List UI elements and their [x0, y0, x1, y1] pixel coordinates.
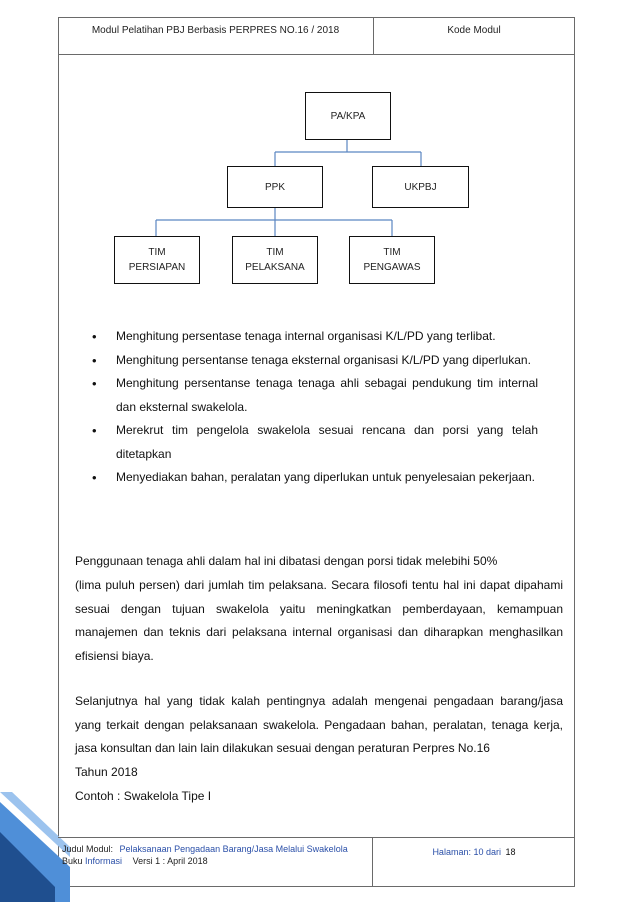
node-tim-pengawas — [349, 236, 435, 284]
footer-informasi: Informasi — [85, 856, 123, 866]
footer-page-current: 10 — [473, 847, 484, 857]
paragraph-3: Contoh : Swakelola Tipe I — [75, 789, 212, 803]
list-item: • Menghitung persentanse tenaga eksternal organisasi K/L/PD yang diperlukan. — [92, 349, 538, 373]
module-code-label: Kode Modul — [447, 25, 501, 36]
node-tim-pelaksana — [232, 236, 318, 284]
node-pa-kpa-label: PA/KPA — [330, 110, 366, 122]
list-item: • Menghitung persentanse tenaga tenaga ahli sebagai pendukung tim internal dan eksternal swakelola. — [92, 372, 538, 419]
node-tim-pelaksana-line2: PELAKSANA — [245, 262, 305, 273]
node-tim-pengawas-line2: PENGAWAS — [363, 262, 421, 273]
paragraph-1: (lima puluh persen) dari jumlah tim pelaksana. Secara filosofi tentu hal ini dapat dipahami sesuai dengan tujuan swakelola yaitu meningkatkan pemberdayaan, kemampuan manajemen dan teknis dari pelaksana internal organisasi dan diharapkan menghasilkan efisiensi biaya. — [75, 578, 563, 663]
footer-buku: Buku — [62, 856, 83, 866]
node-tim-pengawas-line1: TIM — [383, 247, 401, 258]
footer-page-number — [374, 838, 574, 887]
list-item: • Menyediakan bahan, peralatan yang diperlukan untuk penyelesaian pekerjaan. — [92, 466, 538, 490]
footer-halaman-label: Halaman: — [432, 847, 471, 857]
node-tim-persiapan-line2: PERSIAPAN — [128, 262, 186, 273]
footer-versi: Versi 1 : April 2018 — [132, 856, 208, 866]
page-footer — [58, 837, 575, 887]
node-tim-persiapan-line1: TIM — [148, 247, 166, 258]
node-ppk-label: PPK — [264, 181, 285, 193]
paragraph-1-first-line: Penggunaan tenaga ahli dalam hal ini dibatasi dengan porsi tidak melebihi 50% — [75, 554, 498, 568]
list-item: • Menghitung persentase tenaga internal organisasi K/L/PD yang terlibat. — [92, 325, 538, 349]
node-ppk — [227, 166, 323, 208]
footer-judul-label: Judul Modul: — [62, 844, 114, 854]
paragraph-2: Selanjutnya hal yang tidak kalah pentingnya adalah mengenai pengadaan barang/jasa yang terkait dengan pelaksanaan swakelola. Pengadaan bahan, peralatan, tenaga kerja, jasa konsultan dan lain lain dilakukan sesuai dengan peraturan Perpres No.16 — [75, 694, 563, 755]
footer-module-info — [58, 838, 373, 887]
node-ukpbj — [372, 166, 469, 208]
bullet-list — [92, 325, 538, 490]
footer-judul-value: Pelaksanaan Pengadaan Barang/Jasa Melalui Swakelola — [119, 844, 348, 854]
node-tim-pelaksana-line1: TIM — [266, 247, 284, 258]
org-chart-connectors — [0, 0, 638, 300]
paragraph-2-last-line: Tahun 2018 — [75, 765, 138, 779]
footer-dari: dari — [486, 847, 502, 857]
module-title: Modul Pelatihan PBJ Berbasis PERPRES NO.16 / 2018 — [58, 17, 374, 54]
org-chart — [0, 0, 638, 300]
footer-page-total: 18 — [505, 847, 516, 857]
node-pa-kpa — [305, 92, 391, 140]
node-tim-persiapan — [114, 236, 200, 284]
list-item: • Merekrut tim pengelola swakelola sesuai rencana dan porsi yang telah ditetapkan — [92, 419, 538, 466]
node-ukpbj-label: UKPBJ — [404, 181, 437, 193]
